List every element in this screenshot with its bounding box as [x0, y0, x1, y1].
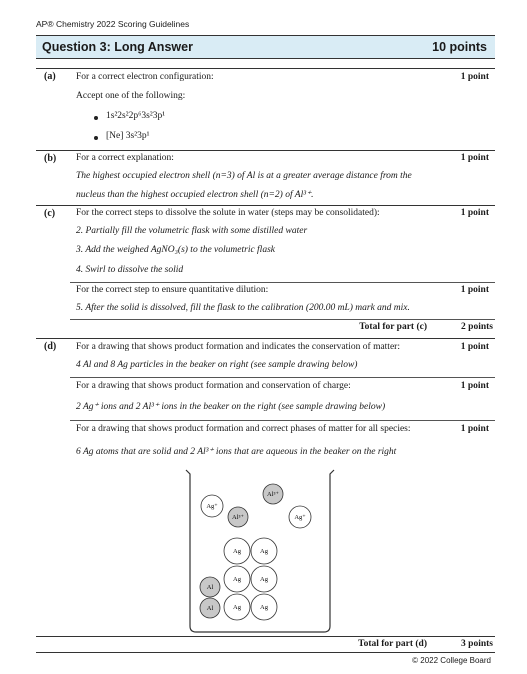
part-d-points-1: 1 point: [460, 342, 489, 352]
part-a-accept: Accept one of the following:: [76, 91, 186, 101]
question-title: Question 3: Long Answer: [42, 40, 193, 54]
part-c-step-2: 2. Partially fill the volumetric flask with some distilled water: [76, 226, 308, 236]
divider-a: [36, 68, 495, 69]
part-a-points: 1 point: [460, 72, 489, 82]
part-a-criterion: For a correct electron configuration:: [76, 72, 214, 82]
divider-d-total: [36, 636, 495, 637]
divider-c-2: [70, 282, 495, 283]
al-ion-label: Al³⁺: [267, 491, 279, 498]
divider-d: [36, 338, 495, 339]
part-c-criterion-1: For the correct steps to dissolve the solute in water (steps may be consolidated):: [76, 208, 380, 218]
part-d-total-points: 3 points: [461, 639, 493, 649]
ag-atom-3: [224, 566, 250, 592]
divider-c-3: [70, 319, 495, 320]
part-d-points-3: 1 point: [460, 424, 489, 434]
part-a-label: (a): [44, 71, 56, 82]
part-a-option-1: 1s²2s²2p⁶3s²3p¹: [106, 111, 166, 121]
part-d-criterion-2: For a drawing that shows product formation and conservation of charge:: [76, 381, 351, 391]
part-c-points-1: 1 point: [460, 208, 489, 218]
part-d-detail-3: 6 Ag atoms that are solid and 2 Al³⁺ ions that are aqueous in the beaker on the right: [76, 447, 397, 457]
ag-atom-2: [251, 538, 277, 564]
part-a-option-2: [Ne] 3s²3p¹: [106, 131, 150, 141]
question-points: 10 points: [432, 40, 487, 54]
part-d-detail-1: 4 Al and 8 Ag particles in the beaker on right (see sample drawing below): [76, 360, 358, 370]
part-c-total-points: 2 points: [461, 322, 493, 332]
part-d-detail-2: 2 Ag⁺ ions and 2 Al³⁺ ions in the beaker on the right (see sample drawing below): [76, 402, 386, 412]
ag-atom-1: [224, 538, 250, 564]
part-c-criterion-2: For the correct step to ensure quantitative dilution:: [76, 285, 269, 295]
part-d-label: (d): [44, 341, 57, 352]
ag-ion-label: Ag⁺: [294, 514, 306, 521]
footer-copyright: © 2022 College Board: [412, 656, 491, 665]
part-c-step-5: 5. After the solid is dissolved, fill the flask to the calibration (200.00 mL) mark and mix.: [76, 303, 410, 313]
divider-d-3: [70, 420, 495, 421]
part-b-points: 1 point: [460, 153, 489, 163]
ag-ion-1: [201, 495, 223, 517]
part-d-points-2: 1 point: [460, 381, 489, 391]
part-d-total-label: Total for part (d): [358, 639, 427, 649]
bullet: [94, 136, 98, 140]
al-atom-1: [200, 577, 220, 597]
ag-atom-6: [251, 594, 277, 620]
part-d-criterion-3: For a drawing that shows product formation and correct phases of matter for all species:: [76, 424, 411, 434]
ag-atom-5: [224, 594, 250, 620]
part-c-step-4: 4. Swirl to dissolve the solid: [76, 265, 184, 275]
part-c-total-label: Total for part (c): [359, 322, 427, 332]
svg-text:Ag: Ag: [260, 576, 268, 583]
bullet: [94, 116, 98, 120]
part-d-criterion-1: For a drawing that shows product formation and indicates the conservation of matter:: [76, 342, 400, 352]
svg-text:Ag: Ag: [233, 604, 241, 611]
svg-text:Ag: Ag: [260, 604, 268, 611]
svg-text:Al: Al: [206, 605, 214, 612]
ag-atom-4: [251, 566, 277, 592]
part-c-label: (c): [44, 208, 56, 219]
question-header-bar: [36, 35, 495, 59]
al-atom-2: [200, 598, 220, 618]
divider-bottom: [36, 652, 495, 653]
ag-ion-2: [289, 506, 311, 528]
svg-text:Al: Al: [206, 584, 214, 591]
divider-c: [36, 205, 495, 206]
part-c-step-3: 3. Add the weighed AgNO₃(s) to the volumetric flask: [76, 245, 275, 255]
page-header: AP® Chemistry 2022 Scoring Guidelines: [36, 19, 190, 29]
beaker-drawing: [180, 466, 340, 636]
part-b-line-1: The highest occupied electron shell (n=3) of Al is at a greater average distance from the: [76, 171, 412, 181]
part-b-line-2: nucleus than the highest occupied electron shell (n=2) of Al³⁺.: [76, 190, 314, 200]
svg-text:Ag: Ag: [260, 548, 268, 555]
part-c-points-2: 1 point: [460, 285, 489, 295]
al-ion-1: [263, 484, 283, 504]
part-b-label: (b): [44, 153, 57, 164]
svg-text:Ag: Ag: [233, 548, 241, 555]
al-ion-label: Al³⁺: [232, 514, 244, 521]
ag-ion-label: Ag⁺: [206, 503, 218, 510]
part-b-criterion: For a correct explanation:: [76, 153, 174, 163]
svg-text:Ag: Ag: [233, 576, 241, 583]
al-ion-2: [228, 507, 248, 527]
divider-d-2: [70, 377, 495, 378]
divider-b: [36, 150, 495, 151]
